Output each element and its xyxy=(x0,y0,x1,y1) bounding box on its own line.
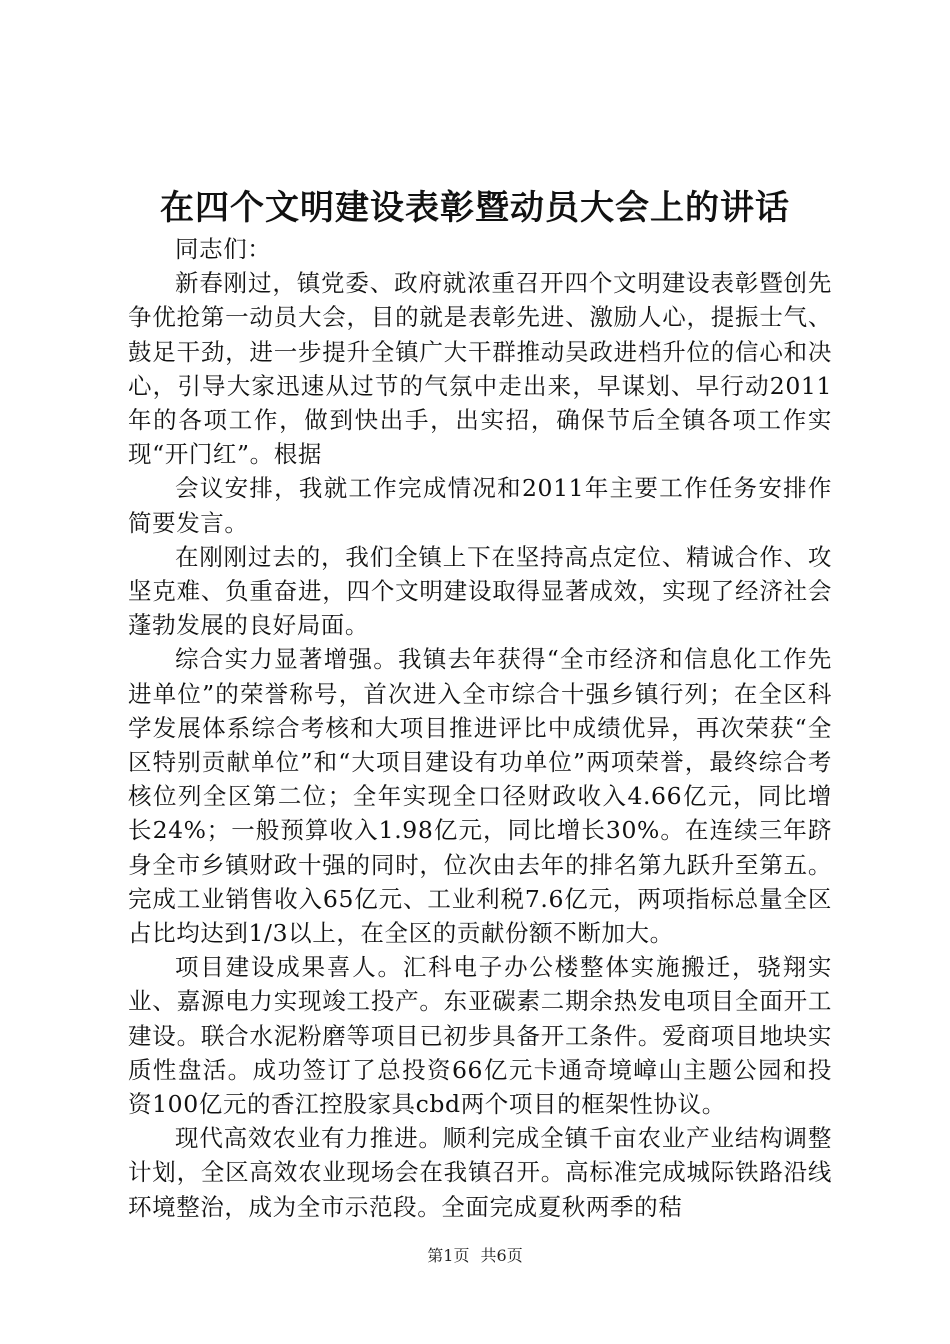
document-body xyxy=(128,232,832,1224)
paragraph-modern-agriculture: 现代高效农业有力推进。顺利完成全镇千亩农业产业结构调整计划，全区高效农业现场会在我镇召开。高标准完成城际铁路沿线环境整治，成为全市示范段。全面完成夏秋两季的秸 xyxy=(128,1124,832,1221)
paragraph-project-construction: 项目建设成果喜人。汇科电子办公楼整体实施搬迁，骁翔实业、嘉源电力实现竣工投产。东亚碳素二期余热发电项目全面开工建设。联合水泥粉磨等项目已初步具备开工条件。爱商项目地块实质性盘活。成功签订了总投资66亿元卡通奇境嶂山主题公园和投资100亿元的香江控股家具cbd两个项目的框架性协议。 xyxy=(128,953,832,1119)
salutation: 同志们： xyxy=(175,235,272,263)
paragraph-opening: 新春刚过，镇党委、政府就浓重召开四个文明建设表彰暨创先争优抢第一动员大会，目的就是表彰先进、激励人心，提振士气、鼓足干劲，进一步提升全镇广大干群推动吴政进档升位的信心和决心，引导大家迅速从过节的气氛中走出来，早谋划、早行动2011年的各项工作，做到快出手，出实招，确保节后全镇各项工作实现“开门红”。根据 xyxy=(128,269,832,469)
paragraph-economic-strength: 综合实力显著增强。我镇去年获得“全市经济和信息化工作先进单位”的荣誉称号，首次进入全市综合十强乡镇行列；在全区科学发展体系综合考核和大项目推进评比中成绩优异，再次荣获“全区特别贡献单位”和“大项目建设有功单位”两项荣誉，最终综合考核位列全区第二位；全年实现全口径财政收入4.66亿元，同比增长24%；一般预算收入1.98亿元，同比增长30%。在连续三年跻身全市乡镇财政十强的同时，位次由去年的排名第九跃升至第五。完成工业销售收入65亿元、工业利税7.6亿元，两项指标总量全区占比均达到1/3以上，在全区的贡献份额不断加大。 xyxy=(128,645,832,948)
document-title: 在四个文明建设表彰暨动员大会上的讲话 xyxy=(160,188,790,228)
page-number-footer: 第1页 共6页 xyxy=(427,1246,523,1265)
paragraph-past-year-summary: 在刚刚过去的，我们全镇上下在坚持高点定位、精诚合作、攻坚克难、负重奋进，四个文明建设取得显著成效，实现了经济社会蓬勃发展的良好局面。 xyxy=(128,542,832,640)
paragraph-meeting-arrangement: 会议安排，我就工作完成情况和2011年主要工作任务安排作简要发言。 xyxy=(128,474,832,537)
